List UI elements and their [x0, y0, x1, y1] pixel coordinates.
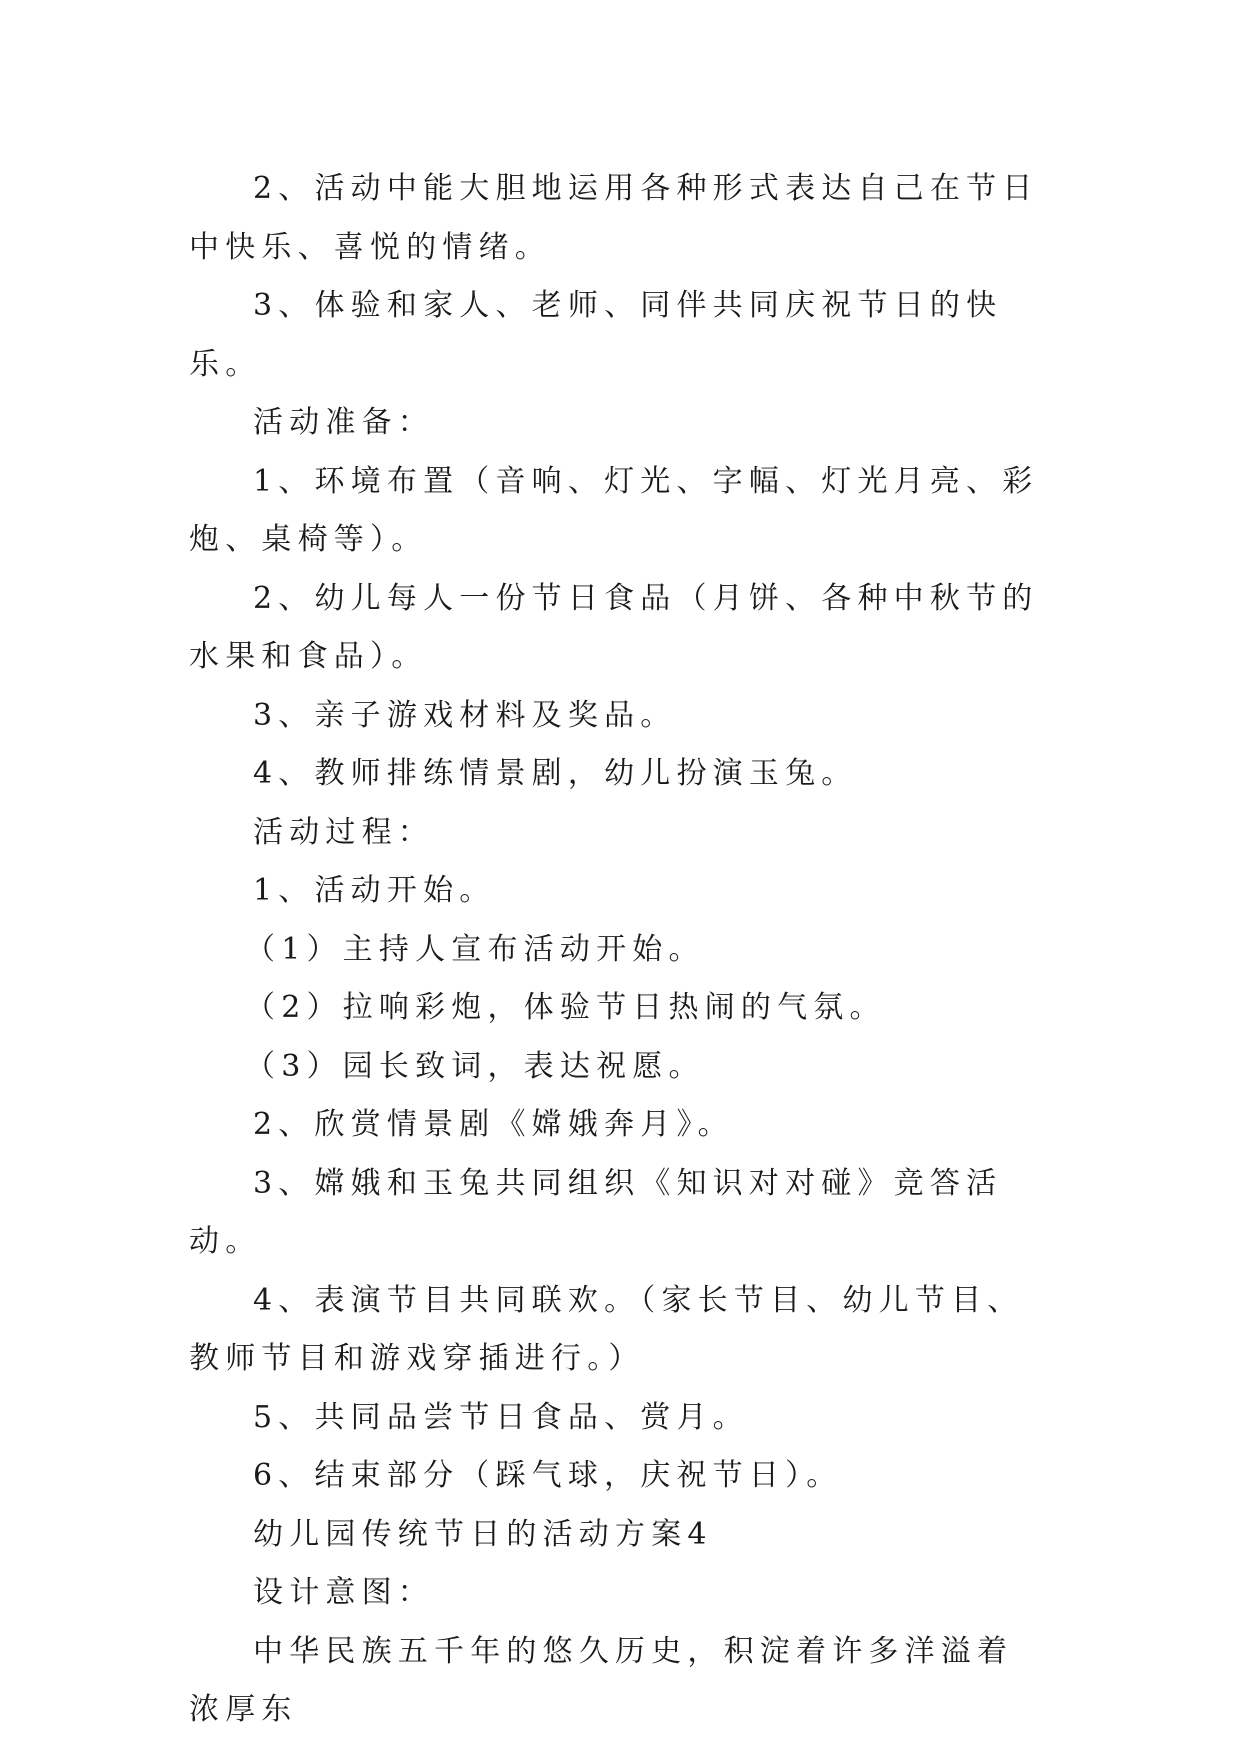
paragraph: 2、幼儿每人一份节日食品（月饼、各种中秋节的水果和食品）。: [189, 580, 1039, 674]
sub-paragraph-text: （1）主持人宣布活动开始。: [245, 931, 705, 967]
section-heading: 设计意图：: [253, 1575, 434, 1610]
sub-paragraph: [189, 921, 1049, 980]
document-body: [189, 160, 1049, 1740]
paragraph: 4、教师排练情景剧，幼儿扮演玉兔。: [253, 756, 858, 791]
paragraph: 4、表演节目共同联欢。（家长节目、幼儿节目、教师节目和游戏穿插进行。）: [189, 1282, 1024, 1376]
paragraph: 2、欣赏情景剧《嫦娥奔月》。: [253, 1107, 734, 1142]
section-title: 幼儿园传统节日的活动方案4: [253, 1516, 713, 1552]
paragraph: 5、共同品尝节日食品、赏月。: [253, 1399, 749, 1435]
sub-paragraph: [189, 1038, 1049, 1097]
paragraph: 3、体验和家人、老师、同伴共同庆祝节日的快乐。: [189, 288, 1003, 382]
sub-paragraph: [189, 979, 1049, 1038]
paragraph: 6、结束部分（踩气球，庆祝节日）。: [253, 1458, 843, 1493]
paragraph: 2、活动中能大胆地运用各种形式表达自己在节日中快乐、喜悦的情绪。: [189, 171, 1039, 265]
paragraph: 1、活动开始。: [253, 873, 496, 908]
section-heading: 活动准备：: [253, 405, 434, 440]
paragraph: 3、嫦娥和玉兔共同组织《知识对对碰》竞答活动。: [189, 1165, 1003, 1259]
paragraph: 中华民族五千年的悠久历史，积淀着许多洋溢着浓厚东: [189, 1633, 1014, 1727]
sub-paragraph-text: （2）拉响彩炮，体验节日热闹的气氛。: [245, 990, 886, 1025]
section-heading: 活动过程：: [253, 814, 434, 850]
sub-paragraph-text: （3）园长致词，表达祝愿。: [245, 1048, 705, 1084]
paragraph: 1、环境布置（音响、灯光、字幅、灯光月亮、彩炮、桌椅等）。: [189, 463, 1039, 557]
paragraph: 3、亲子游戏材料及奖品。: [253, 697, 677, 733]
